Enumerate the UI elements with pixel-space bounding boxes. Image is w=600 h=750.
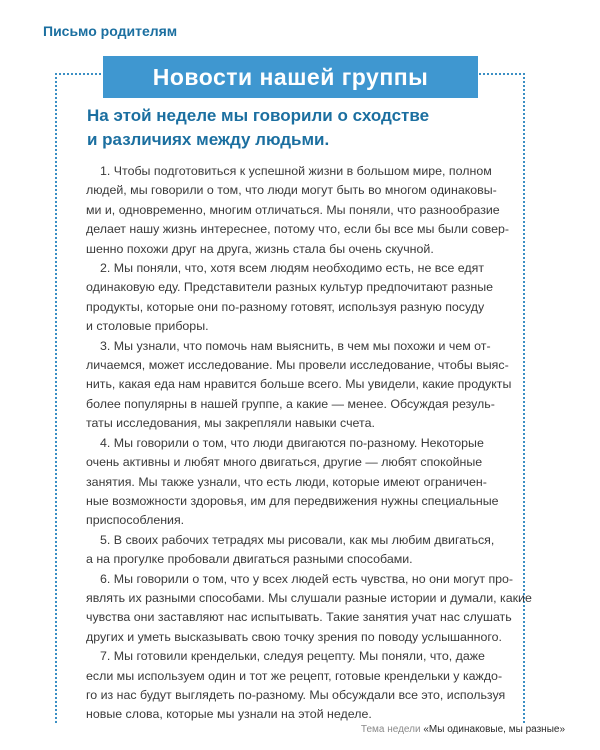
- page-header-label: Письмо родителям: [43, 23, 178, 39]
- paragraph-3-line: таты исследования, мы закрепляли навыки счета.: [86, 416, 375, 431]
- paragraph-4-line: 4. Мы говорили о том, что люди двигаются по-разному. Некоторые: [100, 435, 484, 450]
- paragraph-3-line: нить, какая еда нам нравится больше всего. Мы увидели, какие продукты: [86, 377, 512, 392]
- paragraph-3-line: более популярны в нашей группе, а какие — менее. Обсуждая резуль-: [86, 396, 495, 411]
- paragraph-5-line: 5. В своих рабочих тетрадях мы рисовали, как мы любим двигаться,: [100, 532, 495, 547]
- paragraph-3-line: личаемся, может исследование. Мы провели исследование, чтобы выяс-: [86, 358, 509, 373]
- paragraph-4-line: очень активны и любят много двигаться, другие — любят спокойные: [86, 455, 483, 470]
- paragraph-2-line: и столовые приборы.: [86, 319, 209, 334]
- article-body: [86, 162, 532, 725]
- paragraph-2-line: 2. Мы поняли, что, хотя всем людям необходимо есть, не все едят: [100, 261, 485, 276]
- paragraph-7-line: 7. Мы готовили крендельки, следуя рецепту. Мы поняли, что, даже: [100, 649, 485, 664]
- title-banner: Новости нашей группы: [103, 56, 478, 98]
- paragraph-7-line: го из нас будут выглядеть по-разному. Мы обсуждали все это, используя: [86, 687, 506, 702]
- paragraph-7-line: новые слова, которые мы узнали на этой неделе.: [86, 707, 372, 722]
- paragraph-2-line: одинаковую еду. Представители разных культур предпочитают разные: [86, 280, 494, 295]
- paragraph-1-line: ми и, одновременно, многим отличаться. Мы поняли, что разнообразие: [86, 202, 500, 217]
- subtitle: [87, 104, 507, 152]
- paragraph-1-line: делает нашу жизнь интереснее, потому что, если бы все мы были совер-: [86, 222, 510, 237]
- paragraph-4-line: ные возможности здоровья, им для передвижения нужны специальные: [86, 493, 499, 508]
- paragraph-7-line: если мы используем один и тот же рецепт, готовые крендельки у каждо-: [86, 668, 503, 683]
- paragraph-6-line: чувства они заставляют нас испытывать. Такие занятия учат нас слушать: [86, 610, 512, 625]
- paragraph-5-line: а на прогулке пробовали двигаться разными способами.: [86, 552, 413, 567]
- paragraph-4-line: приспособления.: [86, 513, 185, 528]
- paragraph-3-line: 3. Мы узнали, что помочь нам выяснить, в чем мы похожи и чем от-: [100, 338, 491, 353]
- subtitle-line: На этой неделе мы говорили о сходстве: [87, 106, 430, 125]
- paragraph-1-line: людей, мы говорили о том, что люди могут быть во многом одинаковы-: [86, 183, 497, 198]
- paragraph-1-line: 1. Чтобы подготовиться к успешной жизни в большом мире, полном: [100, 164, 492, 178]
- paragraph-6-line: 6. Мы говорили о том, что у всех людей есть чувства, но они могут про-: [100, 571, 514, 586]
- paragraph-6-line: являть их разными способами. Мы слушали разные истории и думали, какие: [86, 590, 532, 605]
- paragraph-6-line: других и уметь высказывать свою точку зрения по поводу услышанного.: [86, 629, 502, 644]
- paragraph-2-line: продукты, которые они по-разному готовят, используя разную посуду: [86, 299, 485, 314]
- page-footer: [361, 724, 565, 735]
- subtitle-line: и различиях между людьми.: [87, 130, 330, 149]
- paragraph-4-line: занятия. Мы также узнали, что есть люди, которые имеют ограничен-: [86, 474, 487, 489]
- footer-theme: «Мы одинаковые, мы разные»: [423, 724, 565, 735]
- paragraph-1-line: шенно похожи друг на друга, жизнь стала бы очень скучной.: [86, 241, 434, 256]
- footer-prefix: Тема недели: [360, 724, 424, 735]
